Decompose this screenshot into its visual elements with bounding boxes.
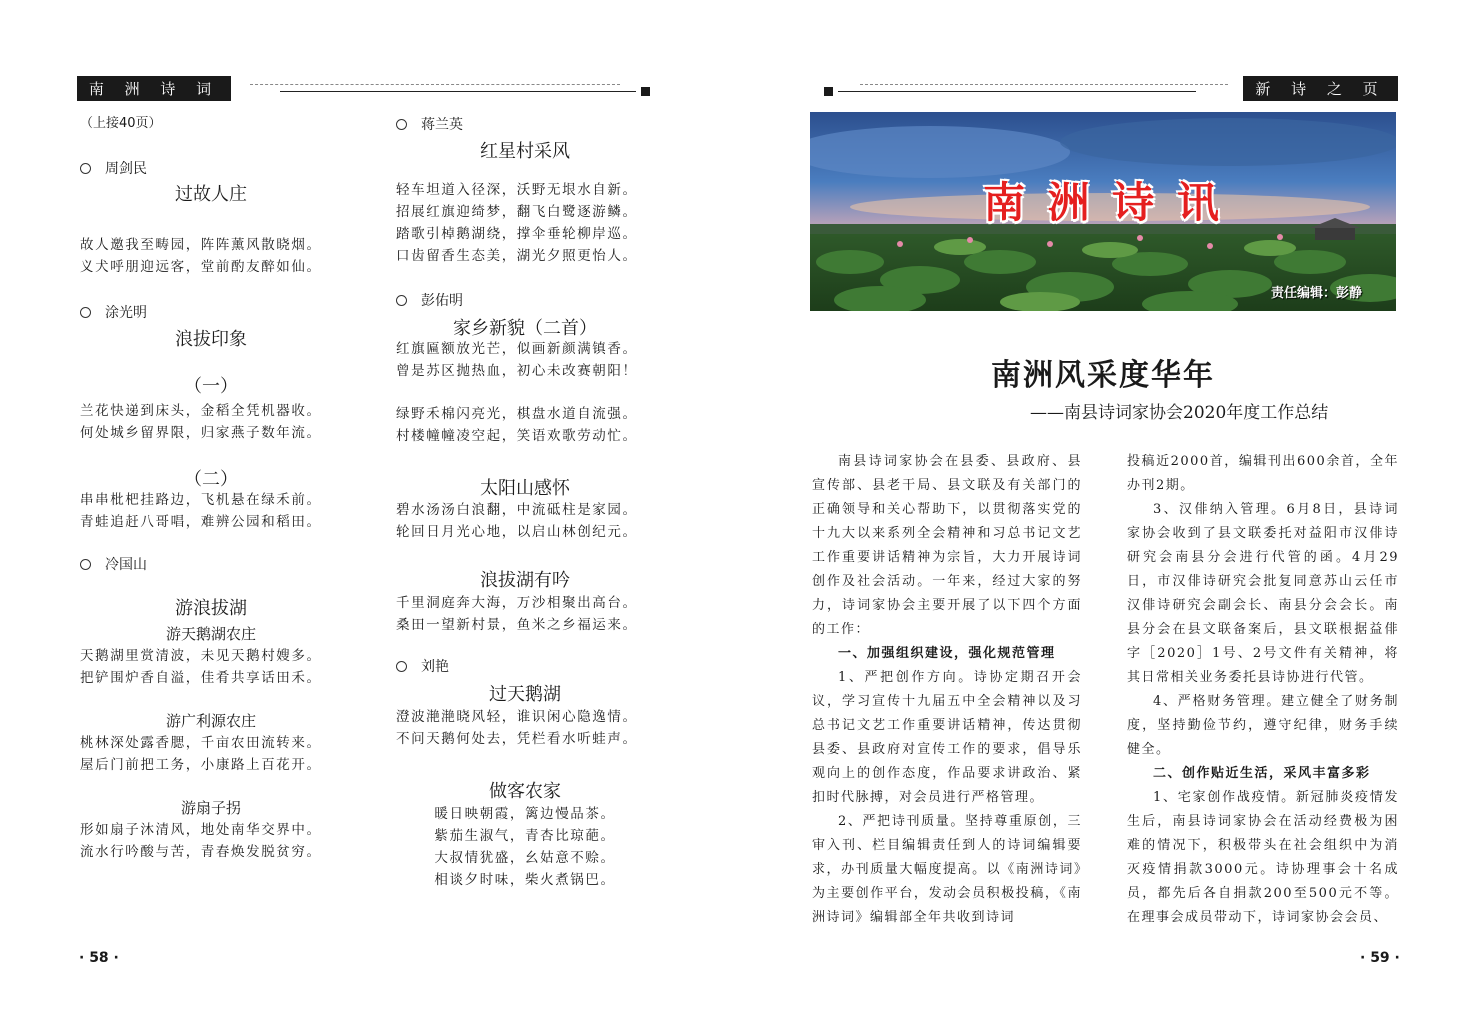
poem-title: 游浪拔湖 — [175, 598, 247, 619]
paragraph: 1、严把创作方向。诗协定期召开会议，学习宣传十九届五中全会精神以及习总书记文艺工作重要讲话精神，传达贯彻县委、县政府对宣传工作的要求，倡导乐观向上的创作态度，作品要求讲政治、紧扣时代脉搏，对会员进行严格管理。 — [812, 670, 1082, 805]
article-column-2 — [1127, 450, 1399, 930]
verse-line: 故人邀我至畴园，阵阵薰风散晓烟。 — [80, 237, 322, 253]
verse-line: 桃林深处露香腮，千亩农田流转来。 — [80, 735, 322, 751]
author-name: 周剑民 — [105, 161, 147, 177]
header-solid-rule — [838, 91, 1196, 92]
verse-line: 轻车坦道入径深，沃野无垠水自新。 — [396, 182, 638, 198]
poem-title: 浪拔湖有吟 — [480, 570, 570, 591]
banner-title: 南 洲 诗 讯 — [983, 178, 1223, 227]
poem-body — [396, 499, 638, 543]
author-row — [396, 114, 463, 134]
verse-line: 串串枇杷挂路边，飞机悬在绿禾前。 — [80, 492, 322, 508]
poem-part-heading: （一） — [184, 376, 238, 397]
author-name: 涂光明 — [105, 305, 147, 321]
verse-line: 紫茄生淑气，青杏比琼葩。 — [434, 828, 616, 844]
paragraph: 投稿近2000首，编辑刊出600余首，全年办刊2期。 — [1127, 454, 1399, 493]
poem-body — [396, 803, 654, 891]
author-row — [80, 302, 147, 322]
poem-body — [80, 819, 322, 863]
author-row — [80, 554, 147, 574]
author-name: 冷国山 — [105, 557, 147, 573]
poem-title: 红星村采风 — [480, 141, 570, 162]
verse-line: 千里洞庭奔大海，万沙相聚出高台。 — [396, 595, 638, 611]
header-dotted-rule — [250, 84, 620, 85]
column-label-left: 南 洲 诗 词 — [77, 76, 231, 101]
verse-line: 红旗匾额放光芒，似画新颜满镇香。 — [396, 341, 638, 357]
poem-title: 家乡新貌（二首） — [453, 318, 597, 339]
verse-line: 绿野禾棉闪亮光，棋盘水道自流强。 — [396, 406, 638, 422]
poem-body — [80, 489, 322, 533]
poem-body — [396, 403, 638, 447]
verse-line: 踏歌引棹鹅湖绕，撑伞垂轮柳岸巡。 — [396, 226, 638, 242]
paragraph: 1、宅家创作战疫情。新冠肺炎疫情发生后，南县诗词家协会在活动经费极为困难的情况下，积极带头在社会组织中为消灭疫情捐款3000元。诗协理事会十名成员，都先后各自捐款200至500元不等。在理事会成员带动下，诗词家协会会员、 — [1127, 790, 1399, 925]
paragraph: 3、汉俳纳入管理。6月8日，县诗词家协会收到了县文联委托对益阳市汉俳诗研究会南县分会进行代管的函。4月29日，市汉俳诗研究会批复同意苏山云任市汉俳诗研究会副会长、南县分会会长。南县分会在县文联备案后，县文联根据益俳字［2020］1号、2号文件有关精神，将其日常相关业务委托县诗协进行代管。 — [1127, 502, 1399, 685]
verse-line: 招展红旗迎绮梦，翻飞白鹭逐游鳞。 — [396, 204, 638, 220]
poem-part-heading: （二） — [184, 469, 238, 490]
circle-bullet-icon — [396, 295, 407, 306]
verse-line: 何处城乡留界限，归家燕子数年流。 — [80, 425, 322, 441]
poem-body — [80, 234, 322, 278]
verse-line: 桑田一望新村景，鱼米之乡福运来。 — [396, 617, 638, 633]
poem-body — [80, 400, 322, 444]
verse-line: 青蛙追赶八哥唱，难辨公园和稻田。 — [80, 514, 322, 530]
poem-title: 过故人庄 — [175, 184, 247, 205]
verse-line: 轮回日月光心地，以启山林创纪元。 — [396, 524, 638, 540]
page-number-right: · 59 · — [1360, 950, 1400, 966]
author-name: 蒋兰英 — [421, 117, 463, 133]
article-title: 南洲风采度华年 — [991, 358, 1215, 393]
paragraph: 2、严把诗刊质量。坚持尊重原创，三审入刊、栏目编辑责任到人的诗词编辑要求，办刊质量大幅度提高。以《南洲诗词》为主要创作平台，发动会员积极投稿，《南洲诗词》编辑部全年共收到诗词 — [812, 814, 1082, 925]
poem-body — [80, 732, 322, 776]
poem-title: 浪拔印象 — [175, 329, 247, 350]
verse-line: 口齿留香生态美，湖光夕照更怡人。 — [396, 248, 638, 264]
page-number-left: · 58 · — [79, 950, 119, 966]
poem-body — [396, 592, 638, 636]
verse-line: 暖日映朝霞，篱边慢品茶。 — [434, 806, 616, 822]
paragraph: 南县诗词家协会在县委、县政府、县宣传部、县老干局、县文联及有关部门的正确领导和关心帮助下，以贯彻落实党的十九大以来系列全会精神和习总书记文艺工作重要讲话精神为宗旨，大力开展诗词创作及社会活动。一年来，经过大家的努力，诗词家协会主要开展了以下四个方面的工作： — [812, 454, 1082, 637]
poem-body — [396, 338, 638, 382]
section-heading: 二、创作贴近生活，采风丰富多彩 — [1153, 766, 1371, 781]
continued-note: （上接40页） — [80, 116, 162, 131]
verse-line: 碧水汤汤白浪翻，中流砥柱是家园。 — [396, 502, 638, 518]
poem-body — [80, 645, 322, 689]
article-column-1 — [812, 450, 1082, 930]
poem-body — [396, 706, 638, 750]
poem-subtitle: 游广利源农庄 — [165, 712, 256, 730]
verse-line: 天鹅湖里赏清波，未见天鹅村嫂多。 — [80, 648, 322, 664]
poem-title: 太阳山感怀 — [480, 478, 570, 499]
poem-subtitle: 游扇子拐 — [180, 799, 241, 817]
banner-photo — [810, 112, 1396, 311]
poem-title: 做客农家 — [489, 781, 561, 802]
verse-line: 曾是苏区抛热血，初心未改赛朝阳！ — [396, 363, 638, 379]
circle-bullet-icon — [396, 661, 407, 672]
poem-body — [396, 179, 638, 267]
banner-editor-credit: 责任编辑：彭静 — [1270, 286, 1362, 301]
article-subtitle: ——南县诗词家协会2020年度工作总结 — [1030, 403, 1329, 423]
section-heading: 一、加强组织建设，强化规范管理 — [838, 646, 1056, 661]
verse-line: 澄波滟滟晓风轻，谁识闲心隐逸情。 — [396, 709, 638, 725]
header-square-marker — [641, 87, 650, 96]
verse-line: 流水行吟酸与苦，青春焕发脱贫穷。 — [80, 844, 322, 860]
verse-line: 村楼幢幢凌空起，笑语欢歌劳动忙。 — [396, 428, 638, 444]
header-square-marker — [824, 87, 833, 96]
header-solid-rule — [280, 91, 636, 92]
paragraph: 4、严格财务管理。建立健全了财务制度，坚持勤俭节约，遵守纪律，财务手续健全。 — [1127, 694, 1399, 757]
circle-bullet-icon — [80, 559, 91, 570]
poem-subtitle: 游天鹅湖农庄 — [165, 625, 256, 643]
circle-bullet-icon — [80, 307, 91, 318]
verse-line: 把铲围炉香自溢，佳肴共享话田禾。 — [80, 670, 322, 686]
author-name: 刘艳 — [421, 659, 449, 675]
poem-title: 过天鹅湖 — [489, 684, 561, 705]
verse-line: 不问天鹅何处去，凭栏看水听蛙声。 — [396, 731, 638, 747]
column-label-right: 新 诗 之 页 — [1243, 76, 1398, 101]
author-name: 彭佑明 — [421, 293, 463, 309]
verse-line: 大叔情犹盛，幺姑意不赊。 — [434, 850, 616, 866]
author-row — [80, 158, 147, 178]
verse-line: 屋后门前把工务，小康路上百花开。 — [80, 757, 322, 773]
verse-line: 相谈夕时味，柴火煮锅巴。 — [434, 872, 616, 888]
author-row — [396, 656, 449, 676]
header-dotted-rule — [860, 84, 1228, 85]
verse-line: 形如扇子沐清风，地处南华交界中。 — [80, 822, 322, 838]
author-row — [396, 290, 463, 310]
verse-line: 义犬呼朋迎远客，堂前酌友醉如仙。 — [80, 259, 322, 275]
circle-bullet-icon — [80, 163, 91, 174]
circle-bullet-icon — [396, 119, 407, 130]
verse-line: 兰花快递到床头，金稻全凭机器收。 — [80, 403, 322, 419]
